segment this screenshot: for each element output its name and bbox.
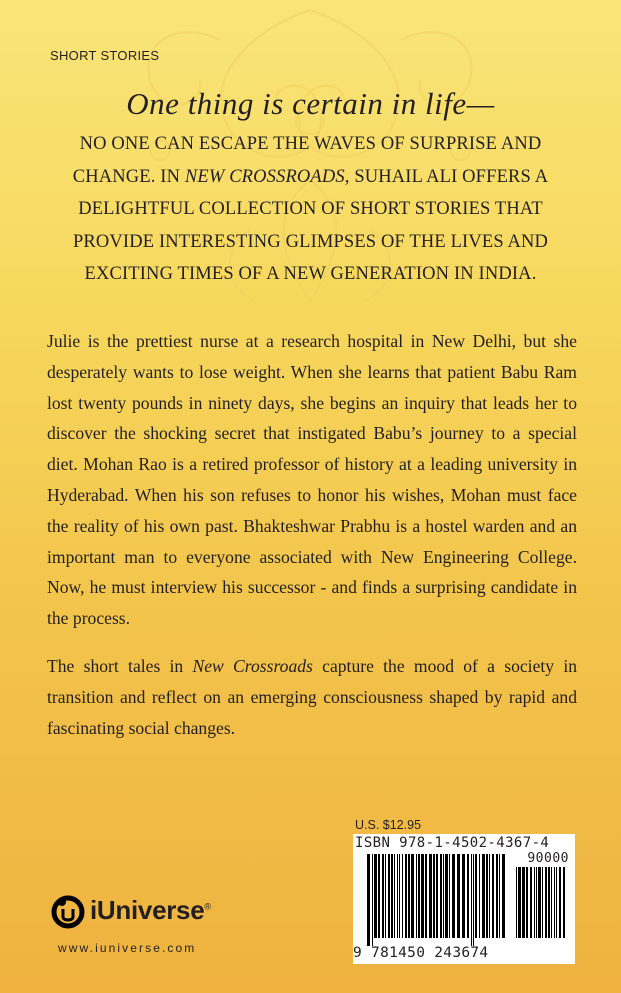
barcode-bar bbox=[475, 854, 477, 938]
barcode-bar bbox=[502, 854, 505, 938]
barcode-bar bbox=[542, 867, 543, 938]
collection-book-title: New Crossroads bbox=[192, 656, 313, 676]
publisher-url: www.iuniverse.com bbox=[58, 941, 197, 955]
barcode-bar bbox=[563, 867, 565, 938]
barcode-bar bbox=[372, 854, 373, 946]
tagline: One thing is certain in life— bbox=[126, 86, 495, 121]
barcode-bar bbox=[492, 854, 494, 938]
price-addon-bars bbox=[516, 867, 568, 946]
barcode-bar bbox=[418, 854, 420, 938]
barcode-bar bbox=[467, 854, 469, 938]
barcode-bar bbox=[433, 854, 435, 938]
barcode-bar bbox=[382, 854, 384, 938]
barcode-bar bbox=[388, 854, 390, 938]
publisher-logo bbox=[50, 893, 250, 933]
barcode-bar bbox=[482, 854, 485, 938]
price-code: 90000 bbox=[527, 851, 569, 866]
barcode-bar bbox=[522, 867, 525, 938]
barcode-bar bbox=[499, 854, 500, 938]
barcode-bar bbox=[405, 854, 407, 938]
barcode-bar bbox=[411, 854, 414, 938]
barcode-bar bbox=[378, 854, 380, 938]
barcode-bar bbox=[425, 854, 427, 938]
barcode-bar bbox=[489, 854, 490, 938]
barcode-bar bbox=[518, 867, 521, 938]
barcode-bar bbox=[516, 867, 517, 938]
blurb-summary-after: , SUHAIL ALI OFFERS A DELIGHTFUL COLLECTION OF SHORT STORIES THAT PROVIDE INTERESTING GLIMPSES OF THE LIVES AND EXCITING TIMES OF A NEW GENERATION IN INDIA. bbox=[72, 166, 549, 284]
barcode-bar bbox=[374, 854, 377, 938]
barcode-bar bbox=[479, 854, 480, 938]
barcode-bar bbox=[385, 854, 386, 938]
collection-description bbox=[47, 651, 577, 743]
barcode-bar bbox=[408, 854, 410, 938]
isbn-label: ISBN 978-1-4502-4367-4 bbox=[355, 835, 550, 851]
barcode-bar bbox=[445, 854, 448, 938]
isbn-barcode bbox=[353, 834, 575, 964]
barcode-bar bbox=[526, 867, 528, 938]
barcode-bar bbox=[452, 854, 455, 938]
barcode-bar bbox=[545, 867, 547, 938]
ean-barcode-bars bbox=[367, 854, 507, 946]
price-label: U.S. $12.95 bbox=[355, 818, 422, 832]
barcode-bar bbox=[556, 867, 557, 938]
barcode-bar bbox=[394, 854, 395, 938]
blurb-summary bbox=[40, 128, 581, 291]
barcode-bar bbox=[457, 854, 460, 938]
blurb-summary-before: NO ONE CAN ESCAPE THE WAVES OF SURPRISE AND CHANGE. IN bbox=[72, 134, 542, 187]
ean-digits: 9 781450 243674 bbox=[353, 945, 489, 961]
barcode-bar bbox=[397, 854, 398, 938]
barcode-bar bbox=[536, 867, 537, 938]
blurb-book-title: NEW CROSSROADS bbox=[184, 166, 345, 187]
barcode-bar bbox=[559, 867, 561, 938]
book-category: SHORT STORIES bbox=[50, 48, 160, 63]
publisher-name bbox=[90, 895, 211, 926]
barcode-bar bbox=[538, 867, 541, 938]
barcode-bar bbox=[554, 867, 555, 938]
barcode-bar bbox=[548, 867, 550, 938]
barcode-bar bbox=[367, 854, 370, 946]
story-description: Julie is the prettiest nurse at a research hospital in New Delhi, but she desperately wants to lose weight. When she learns that patient Babu Ram lost twenty pounds in ninety days, she begins an inquiry that leads her to discover the shocking secret that instigated Babu’s journey to a special diet. Mohan Rao is a retired professor of history at a leading university in Hyderabad. When his son refuses to honor his wishes, Mohan must face the reality of his own past. Bhakteshwar Prabhu is a hostel warden and an important man to everyone associated with New Engineering College. Now, he must interview his successor - and finds a surprising candidate in the process. bbox=[47, 331, 577, 629]
barcode-bar bbox=[436, 854, 438, 938]
barcode-bar bbox=[449, 854, 450, 938]
collection-description-before: The short tales in bbox=[47, 656, 193, 676]
barcode-bar bbox=[551, 867, 552, 938]
barcode-bar bbox=[534, 867, 535, 938]
registered-mark: ® bbox=[204, 901, 211, 912]
barcode-bar bbox=[416, 854, 417, 938]
collection-description-after: capture the mood of a society in transition and reflect on an emerging consciousness shaped by rapid and fascinating social changes. bbox=[47, 656, 577, 738]
barcode-bar bbox=[496, 854, 498, 938]
barcode-bar bbox=[429, 854, 432, 938]
barcode-bar bbox=[462, 854, 465, 938]
barcode-bar bbox=[473, 854, 474, 946]
barcode-bar bbox=[402, 854, 403, 938]
barcode-bar bbox=[443, 854, 444, 938]
barcode-bar bbox=[391, 854, 393, 938]
barcode-bar bbox=[486, 854, 488, 938]
barcode-bar bbox=[440, 854, 442, 938]
barcode-bar bbox=[421, 854, 424, 938]
barcode-bar bbox=[471, 854, 472, 946]
barcode-bar bbox=[399, 854, 400, 938]
barcode-bar bbox=[530, 867, 532, 938]
publisher-name-text: iUniverse bbox=[90, 895, 205, 925]
iuniverse-logo-icon bbox=[50, 893, 86, 929]
